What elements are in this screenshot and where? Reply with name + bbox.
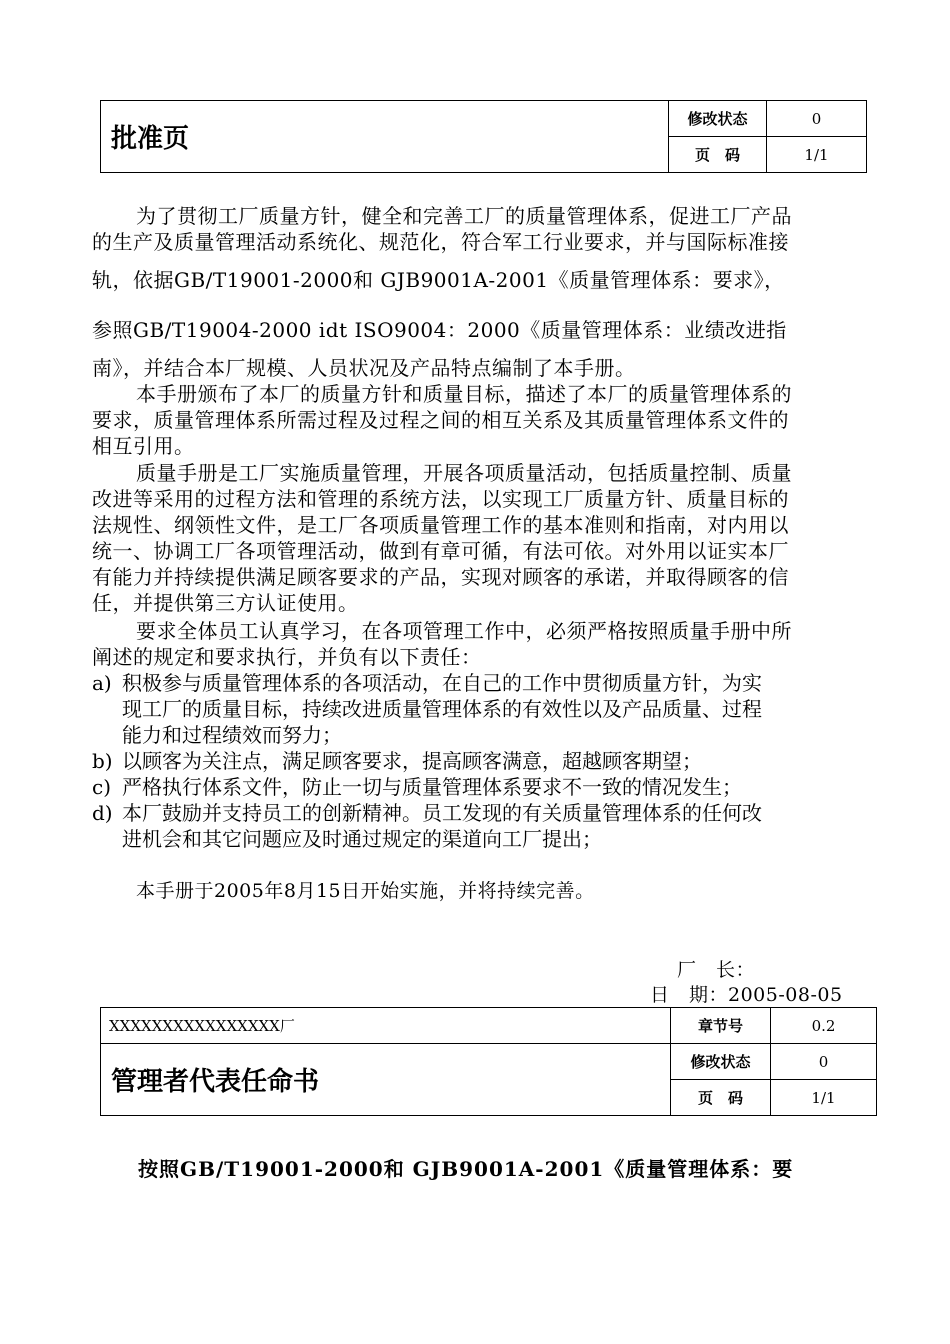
paragraph-3-line-4: 统一、协调工厂各项管理活动，做到有章可循，有法可依。对外用以证实本厂	[92, 539, 789, 563]
revision-status-label: 修改状态	[669, 101, 767, 137]
paragraph-3-line-3: 法规性、纲领性文件，是工厂各项质量管理工作的基本准则和指南，对内用以	[92, 513, 789, 537]
paragraph-3-line-6: 任，并提供第三方认证使用。	[92, 591, 359, 615]
page-title: 批准页	[101, 101, 669, 173]
page-number-value: 1/1	[767, 137, 867, 173]
approval-page-header-table	[100, 100, 867, 173]
paragraph-1-line-1: 为了贯彻工厂质量方针，健全和完善工厂的质量管理体系，促进工厂产品	[136, 204, 792, 228]
paragraph-2-line-1: 本手册颁布了本厂的质量方针和质量目标，描述了本厂的质量管理体系的	[136, 382, 792, 406]
paragraph-1-line-5: 南》，并结合本厂规模、人员状况及产品特点编制了本手册。	[92, 356, 636, 380]
paragraph-2-line-2: 要求，质量管理体系所需过程及过程之间的相互关系及其质量管理体系文件的	[92, 408, 789, 432]
list-marker: c)	[92, 775, 112, 799]
paragraph-1-line-2: 的生产及质量管理活动系统化、规范化，符合军工行业要求，并与国际标准接	[92, 230, 789, 254]
paragraph-3-line-1: 质量手册是工厂实施质量管理，开展各项质量活动，包括质量控制、质量	[136, 461, 792, 485]
page-number-label: 页 码	[671, 1080, 771, 1116]
list-text-line: 进机会和其它问题应及时通过规定的渠道向工厂提出；	[122, 827, 602, 851]
list-text-line: 现工厂的质量目标，持续改进质量管理体系的有效性以及产品质量、过程	[122, 697, 762, 721]
paragraph-4-line-1: 要求全体员工认真学习，在各项管理工作中，必须严格按照质量手册中所	[136, 619, 792, 643]
chapter-number-value: 0.2	[771, 1008, 877, 1044]
section-title: 管理者代表任命书	[101, 1044, 671, 1116]
list-item-c	[92, 774, 852, 800]
paragraph-2-line-3: 相互引用。	[92, 434, 195, 458]
page-number-value: 1/1	[771, 1080, 877, 1116]
list-text-line: 严格执行体系文件，防止一切与质量管理体系要求不一致的情况发生；	[122, 775, 742, 799]
paragraph-1-line-4: 参照GB/T19004-2000 idt ISO9004：2000《质量管理体系：业绩改进指	[92, 318, 787, 342]
list-marker: a)	[92, 671, 112, 695]
company-name: XXXXXXXXXXXXXXXX厂	[101, 1008, 671, 1044]
appointment-header-table	[100, 1007, 877, 1116]
list-item-a	[92, 670, 852, 748]
list-marker: d)	[92, 801, 113, 825]
list-marker: b)	[92, 749, 113, 773]
list-text-line: 以顾客为关注点，满足顾客要求，提高顾客满意，超越顾客期望；	[122, 749, 702, 773]
paragraph-3-line-5: 有能力并持续提供满足顾客要求的产品，实现对顾客的承诺，并取得顾客的信	[92, 565, 789, 589]
revision-status-label: 修改状态	[671, 1044, 771, 1080]
chapter-number-label: 章节号	[671, 1008, 771, 1044]
list-text-line: 积极参与质量管理体系的各项活动，在自己的工作中贯彻质量方针，为实	[122, 671, 762, 695]
section-2-first-line: 按照GB/T19001-2000和 GJB9001A-2001《质量管理体系：要	[138, 1157, 794, 1181]
revision-status-value: 0	[767, 101, 867, 137]
revision-status-value: 0	[771, 1044, 877, 1080]
paragraph-4-line-2: 阐述的规定和要求执行，并负有以下责任：	[92, 645, 482, 669]
director-signature-label: 厂 长：	[677, 959, 756, 981]
signature-date: 日 期：2005-08-05	[650, 984, 843, 1006]
page-number-label: 页 码	[669, 137, 767, 173]
list-item-d	[92, 800, 852, 852]
paragraph-3-line-2: 改进等采用的过程方法和管理的系统方法，以实现工厂质量方针、质量目标的	[92, 487, 789, 511]
paragraph-1-line-3: 轨，依据GB/T19001-2000和 GJB9001A-2001《质量管理体系：要求》，	[92, 268, 785, 292]
list-text-line: 本厂鼓励并支持员工的创新精神。员工发现的有关质量管理体系的任何改	[122, 801, 762, 825]
list-text-line: 能力和过程绩效而努力；	[122, 723, 342, 747]
list-item-b	[92, 748, 852, 774]
effective-date-text: 本手册于2005年8月15日开始实施，并将持续完善。	[136, 880, 595, 902]
